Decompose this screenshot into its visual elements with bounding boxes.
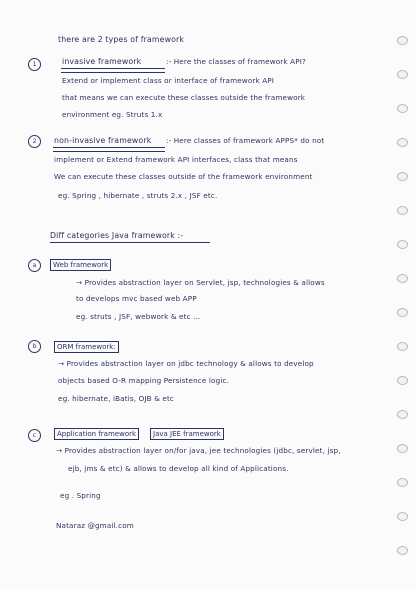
section-line: We can execute these classes outside of the framework environment: [54, 172, 313, 181]
heading-underline: [61, 68, 165, 73]
category-label-web: Web framework: [50, 259, 111, 271]
footer-email: Nataraz @gmail.com: [56, 521, 134, 530]
section-line: environment eg. Struts 1.x: [62, 110, 163, 119]
binder-hole: [397, 206, 408, 215]
section-heading-non-invasive: non-invasive framework: [54, 136, 152, 145]
category-line: ejb, jms & etc) & allows to develop all kind of Applications.: [68, 464, 289, 473]
binder-hole: [397, 70, 408, 79]
category-line: eg . Spring: [60, 491, 101, 500]
category-label-javajee: Java JEE framework: [150, 428, 224, 440]
categories-title: Diff categories Java framework :-: [50, 231, 184, 240]
category-label-application: Application framework: [54, 428, 139, 440]
category-number: c: [28, 429, 41, 442]
section-number: 1: [28, 58, 41, 71]
binder-hole: [397, 240, 408, 249]
binder-hole: [397, 274, 408, 283]
binder-hole: [397, 546, 408, 555]
binder-hole: [397, 36, 408, 45]
section-line: Extend or implement class or interface of framework API: [62, 76, 275, 85]
category-line: to develops mvc based web APP: [76, 294, 197, 303]
intro-text: there are 2 types of framework: [58, 35, 185, 44]
category-label-orm: ORM framework:: [54, 341, 119, 353]
section-number: 2: [28, 135, 41, 148]
section-line: that means we can execute these classes outside the framework: [62, 93, 306, 102]
category-line: eg. hibernate, iBatis, OJB & etc: [58, 394, 175, 403]
section-heading-suffix: :- Here classes of framework APPS* do not: [166, 136, 325, 145]
category-number: a: [28, 259, 41, 272]
category-line: → Provides abstraction layer on Servlet, jsp, technologies & allows: [76, 278, 325, 287]
section-line: eg. Spring , hibernate , struts 2.x , JSF etc.: [58, 191, 218, 200]
heading-underline: [53, 147, 165, 152]
category-line: objects based O-R mapping Persistence logic.: [58, 376, 230, 385]
binder-hole: [397, 376, 408, 385]
section-heading-invasive: invasive framework: [62, 57, 142, 66]
binder-holes: [392, 0, 416, 589]
binder-hole: [397, 308, 408, 317]
binder-hole: [397, 478, 408, 487]
title-underline: [50, 242, 210, 243]
category-line: → Provides abstraction layer on jdbc technology & allows to develop: [58, 359, 314, 368]
binder-hole: [397, 104, 408, 113]
category-number: b: [28, 340, 41, 353]
binder-hole: [397, 512, 408, 521]
category-line: eg. struts , JSF, webwork & etc ...: [76, 312, 201, 321]
binder-hole: [397, 342, 408, 351]
binder-hole: [397, 172, 408, 181]
binder-hole: [397, 410, 408, 419]
section-heading-suffix: :- Here the classes of framework API?: [166, 57, 306, 66]
binder-hole: [397, 138, 408, 147]
category-line: → Provides abstraction layer on/for java, jee technologies (jdbc, servlet, jsp,: [56, 446, 341, 455]
binder-hole: [397, 444, 408, 453]
section-line: implement or Extend framework API interfaces, class that means: [54, 155, 298, 164]
